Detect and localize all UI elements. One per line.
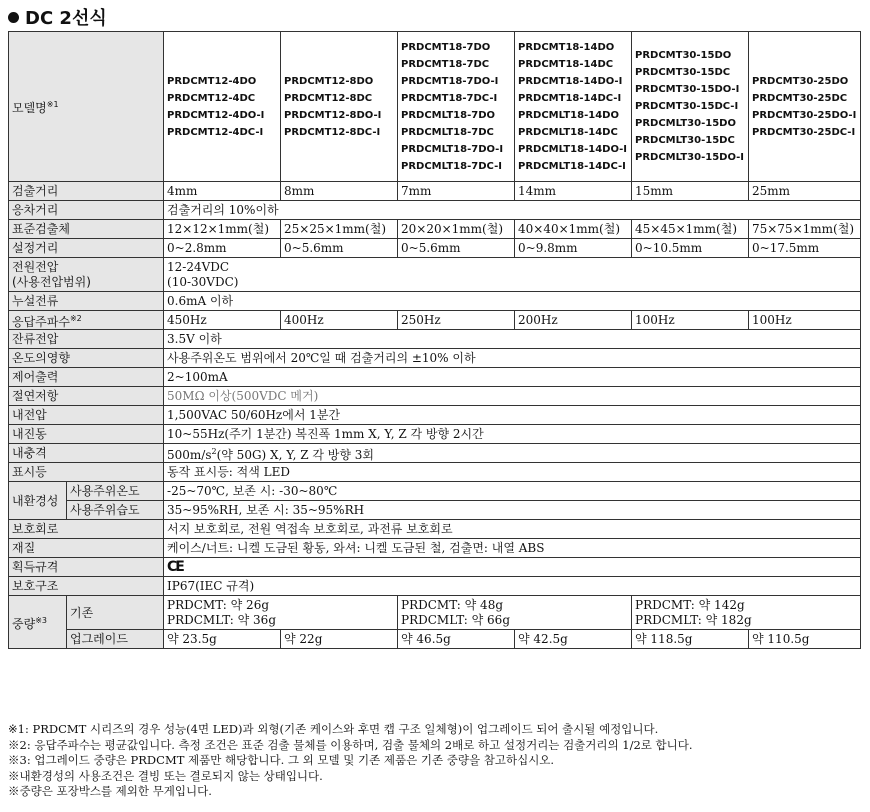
- row-ambient-temp: [9, 482, 861, 501]
- row-weight-upgrade: [9, 630, 861, 649]
- cell-value: 100Hz: [632, 311, 749, 330]
- cell-value: 35~95%RH, 보존 시: 35~95%RH: [164, 501, 861, 520]
- cell-value: 약 23.5g: [164, 630, 281, 649]
- model-name: PRDCMT18-7DO: [401, 41, 491, 53]
- model-list-4: [515, 32, 632, 182]
- model-name: PRDCMLT18-7DO: [401, 109, 495, 121]
- model-name: PRDCMT18-14DC-I: [518, 92, 622, 104]
- cell-value: -25~70℃, 보존 시: -30~80℃: [164, 482, 861, 501]
- model-name: PRDCMT30-15DO: [635, 50, 732, 61]
- model-name: PRDCMT12-8DC: [284, 92, 373, 104]
- cell-value: 25mm: [749, 182, 861, 201]
- label-weight: 중량$^{※3}$: [9, 596, 67, 649]
- model-name: PRDCMT12-8DC-I: [284, 126, 381, 138]
- label-shock: 내충격: [9, 444, 164, 463]
- cell-value: 2~100mA: [164, 368, 861, 387]
- cell-value: 7mm: [398, 182, 515, 201]
- model-name: PRDCMT30-15DC-I: [635, 101, 739, 112]
- cell-value: 100Hz: [749, 311, 861, 330]
- model-name: PRDCMT18-7DC-I: [401, 92, 498, 104]
- label-ambient-temp: 사용주위온도: [67, 482, 164, 501]
- label-insulation: 절연저항: [9, 387, 164, 406]
- cell-value: 10~55Hz(주기 1분간) 복진폭 1mm X, Y, Z 각 방향 2시간: [164, 425, 861, 444]
- model-name: PRDCMT12-4DC-I: [167, 126, 264, 138]
- row-std-target: [9, 220, 861, 239]
- row-hysteresis: [9, 201, 861, 220]
- row-model: [9, 32, 861, 182]
- model-name: PRDCMLT18-14DC: [518, 126, 618, 138]
- row-sensing-distance: [9, 182, 861, 201]
- cell-value: 케이스/너트: 니켈 도금된 황동, 와셔: 니켈 도금된 철, 검출면: 내열 ABS: [164, 539, 861, 558]
- cell-value: 0~5.6mm: [281, 239, 398, 258]
- model-name: PRDCMT12-4DO-I: [167, 109, 265, 121]
- label-std-target: 표준검출체: [9, 220, 164, 239]
- cell-value: 250Hz: [398, 311, 515, 330]
- row-control-output: [9, 368, 861, 387]
- ce-mark-icon: CE: [167, 559, 183, 575]
- model-name: PRDCMT18-14DO: [518, 41, 615, 53]
- cell-value: IP67(IEC 규격): [164, 577, 861, 596]
- model-name: PRDCMLT18-14DC-I: [518, 160, 626, 172]
- model-name: PRDCMLT30-15DO-I: [635, 152, 745, 163]
- cell-value: 450Hz: [164, 311, 281, 330]
- cell-value: 8mm: [281, 182, 398, 201]
- row-dielectric: [9, 406, 861, 425]
- cell-value: 400Hz: [281, 311, 398, 330]
- model-name: PRDCMT12-4DO: [167, 75, 257, 87]
- row-insulation: [9, 387, 861, 406]
- label-dielectric: 내전압: [9, 406, 164, 425]
- model-name: PRDCMT18-14DC: [518, 58, 614, 70]
- model-name: PRDCMT30-25DO: [752, 75, 849, 87]
- cell-value: 검출거리의 10%이하: [164, 201, 861, 220]
- bullet-icon: [8, 12, 19, 23]
- model-list-6: [749, 32, 861, 182]
- footnote: ※내환경성의 사용조건은 결빙 또는 결로되지 않는 상태입니다.: [8, 768, 323, 783]
- cell-value: 0~5.6mm: [398, 239, 515, 258]
- label-protection-circuit: 보호회로: [9, 520, 164, 539]
- row-power: [9, 258, 861, 292]
- cell-value: 0~2.8mm: [164, 239, 281, 258]
- cell-value: 0.6mA 이하: [164, 292, 861, 311]
- row-leakage: [9, 292, 861, 311]
- cell-value: 40×40×1mm(철): [515, 220, 632, 239]
- cell-value: PRDCMT: 약 26g PRDCMLT: 약 36g: [164, 596, 398, 630]
- label-vibration: 내진동: [9, 425, 164, 444]
- cell-value: 45×45×1mm(철): [632, 220, 749, 239]
- model-name: PRDCMLT18-7DC: [401, 126, 494, 138]
- cell-value: 약 22g: [281, 630, 398, 649]
- row-shock: [9, 444, 861, 463]
- label-indicator: 표시등: [9, 463, 164, 482]
- cell-value: 동작 표시등: 적색 LED: [164, 463, 861, 482]
- row-temp-effect: [9, 349, 861, 368]
- cell-value: 12-24VDC (10-30VDC): [164, 258, 861, 292]
- cell-value: PRDCMT: 약 48g PRDCMLT: 약 66g: [398, 596, 632, 630]
- row-setting-distance: [9, 239, 861, 258]
- footnotes: [8, 722, 693, 800]
- label-ambient-humi: 사용주위습도: [67, 501, 164, 520]
- cell-value: 사용주위온도 범위에서 20℃일 때 검출거리의 ±10% 이하: [164, 349, 861, 368]
- cell-value: PRDCMT: 약 142g PRDCMLT: 약 182g: [632, 596, 861, 630]
- model-name: PRDCMT30-25DC-I: [752, 126, 856, 138]
- row-indicator: [9, 463, 861, 482]
- label-temp-effect: 온도의영향: [9, 349, 164, 368]
- cell-value: 15mm: [632, 182, 749, 201]
- model-name: PRDCMLT18-14DO: [518, 109, 619, 121]
- label-protection-structure: 보호구조: [9, 577, 164, 596]
- footnote: ※중량은 포장박스를 제외한 무게입니다.: [8, 784, 212, 798]
- cell-value: 약 46.5g: [398, 630, 515, 649]
- label-environment: 내환경성: [9, 482, 67, 520]
- cell-value: 14mm: [515, 182, 632, 201]
- label-response: 응답주파수$^{※2}$: [9, 311, 164, 330]
- cell-value: 200Hz: [515, 311, 632, 330]
- model-name: PRDCMT18-7DO-I: [401, 75, 499, 87]
- row-material: [9, 539, 861, 558]
- model-list-2: [281, 32, 398, 182]
- model-name: PRDCMT30-15DC: [635, 67, 731, 78]
- cell-value: 50MΩ 이상(500VDC 메거): [164, 387, 861, 406]
- label-material: 재질: [9, 539, 164, 558]
- row-weight-existing: [9, 596, 861, 630]
- cell-value: 12×12×1mm(철): [164, 220, 281, 239]
- cell-value: 약 42.5g: [515, 630, 632, 649]
- row-response: [9, 311, 861, 330]
- model-name: PRDCMT30-25DO-I: [752, 109, 857, 121]
- footnote: ※2: 응답주파수는 평균값입니다. 측정 조건은 표준 검출 물체를 이용하며, 검출 물체의 2배로 하고 설정거리는 검출거리의 1/2로 합니다.: [8, 737, 693, 752]
- model-list-5: [632, 32, 749, 182]
- model-name: PRDCMT12-8DO-I: [284, 109, 382, 121]
- label-control-output: 제어출력: [9, 368, 164, 387]
- footnote: ※3: 업그레이드 중량은 PRDCMT 제품만 해당합니다. 그 외 모델 및 기존 제품은 기존 중량을 참고하십시오.: [8, 753, 555, 767]
- label-existing: 기존: [67, 596, 164, 630]
- label-power: 전원전압 (사용전압범위): [9, 258, 164, 292]
- model-list-3: [398, 32, 515, 182]
- model-name: PRDCMLT18-7DO-I: [401, 143, 504, 155]
- model-name: PRDCMT12-4DC: [167, 92, 256, 104]
- cell-value: 25×25×1mm(철): [281, 220, 398, 239]
- model-name: PRDCMT18-7DC: [401, 58, 490, 70]
- section-title-text: DC 2선식: [25, 8, 107, 29]
- row-vibration: [9, 425, 861, 444]
- model-name: PRDCMLT30-15DO: [635, 118, 736, 129]
- model-list-1: [164, 32, 281, 182]
- model-name: PRDCMT30-25DC: [752, 92, 848, 104]
- spec-table: [8, 31, 861, 649]
- cell-value: 약 110.5g: [749, 630, 861, 649]
- cell-value: 20×20×1mm(철): [398, 220, 515, 239]
- label-leakage: 누설전류: [9, 292, 164, 311]
- cell-value: 3.5V 이하: [164, 330, 861, 349]
- label-setting-distance: 설정거리: [9, 239, 164, 258]
- label-residual: 잔류전압: [9, 330, 164, 349]
- label-sensing-distance: 검출거리: [9, 182, 164, 201]
- row-protection-structure: [9, 577, 861, 596]
- row-protection-circuit: [9, 520, 861, 539]
- model-name: PRDCMLT18-7DC-I: [401, 160, 502, 172]
- section-title: [8, 4, 107, 30]
- row-residual: [9, 330, 861, 349]
- model-name: PRDCMLT18-14DO-I: [518, 143, 628, 155]
- cell-value: 약 118.5g: [632, 630, 749, 649]
- cell-value: 서지 보호회로, 전원 역접속 보호회로, 과전류 보호회로: [164, 520, 861, 539]
- label-upgrade: 업그레이드: [67, 630, 164, 649]
- cell-value: [164, 558, 861, 577]
- cell-value: $500m/s^2$(약 50G) X, Y, Z 각 방향 3회: [164, 444, 861, 463]
- cell-value: 0~10.5mm: [632, 239, 749, 258]
- cell-value: 1,500VAC 50/60Hz에서 1분간: [164, 406, 861, 425]
- row-ambient-humi: [9, 501, 861, 520]
- label-hysteresis: 응차거리: [9, 201, 164, 220]
- model-name: PRDCMT12-8DO: [284, 75, 374, 87]
- row-approval: [9, 558, 861, 577]
- label-model: 모델명$^{※1}$: [9, 32, 164, 182]
- model-name: PRDCMT18-14DO-I: [518, 75, 623, 87]
- cell-value: 75×75×1mm(철): [749, 220, 861, 239]
- cell-value: 0~9.8mm: [515, 239, 632, 258]
- cell-value: 0~17.5mm: [749, 239, 861, 258]
- footnote: ※1: PRDCMT 시리즈의 경우 성능(4면 LED)과 외형(기존 케이스와 후면 캡 구조 일체형)이 업그레이드 되어 출시될 예정입니다.: [8, 722, 659, 736]
- cell-value: 4mm: [164, 182, 281, 201]
- model-name: PRDCMLT30-15DC: [635, 135, 735, 146]
- label-approval: 획득규격: [9, 558, 164, 577]
- model-name: PRDCMT30-15DO-I: [635, 84, 740, 95]
